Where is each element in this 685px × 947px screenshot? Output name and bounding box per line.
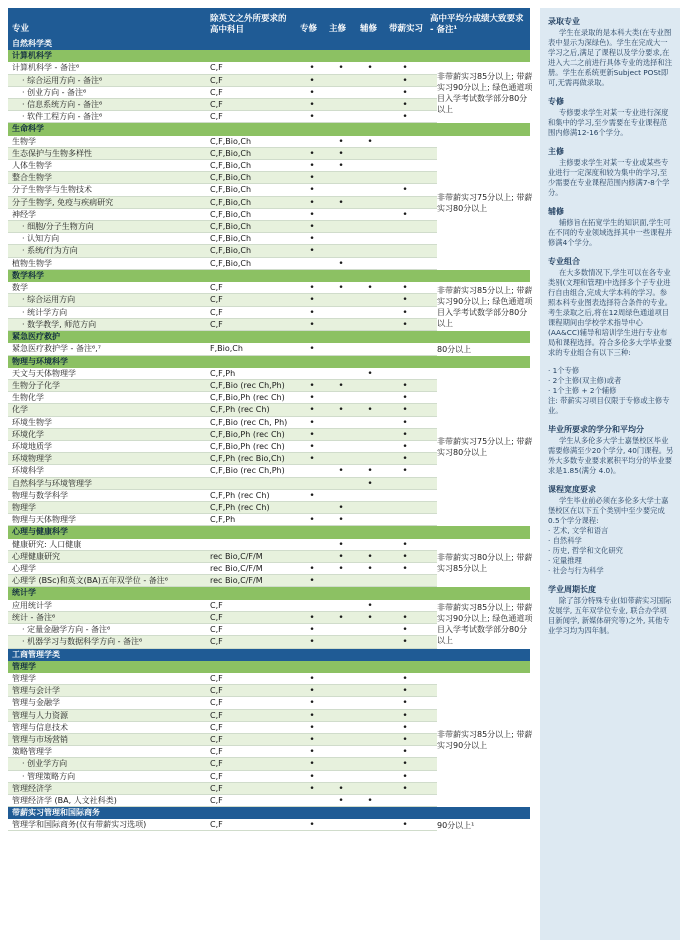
coop-mark: • [402, 442, 408, 453]
required-subjects: C,F [210, 820, 223, 830]
specialist-mark: • [309, 625, 315, 636]
program-name: 天文与天体物理学 [12, 368, 76, 378]
coop-mark: • [402, 319, 408, 330]
program-name: 策略管理学 [12, 747, 52, 757]
required-subjects: C,F [210, 686, 223, 696]
sidebar-paragraph: · 1个专修 · 2个主修(双主修)或者 · 1个主修 + 2个辅修 注: 带薪实习项目仅限于专修或主修专业。 [548, 366, 670, 415]
specialist-mark: • [309, 515, 315, 526]
major-mark: • [338, 502, 344, 513]
specialist-mark: • [309, 222, 315, 233]
minor-mark: • [367, 136, 373, 147]
minor-mark: • [367, 368, 373, 379]
coop-mark: • [402, 625, 408, 636]
specialist-mark: • [309, 454, 315, 465]
coop-mark: • [402, 185, 408, 196]
required-subjects: C,F,Bio (rec Ch,Ph) [210, 466, 285, 476]
program-name: 心理健康研究 [12, 551, 60, 561]
program-name: 神经学 [12, 209, 36, 219]
header-major-col: 主修 [329, 24, 347, 34]
major-mark: • [338, 466, 344, 477]
category-header [8, 587, 530, 599]
coop-mark: • [402, 63, 408, 74]
program-name: · 系统/行为方向 [22, 246, 78, 256]
program-name: 物理与数学科学 [12, 490, 68, 500]
sidebar-paragraph: 辅修旨在拓宽学生的知识面,学生可在不同的专业领域选择其中一些课程并修满4个学分。 [548, 218, 673, 247]
program-name: 管理与金融学 [12, 698, 60, 708]
specialist-mark: • [309, 783, 315, 794]
required-subjects: C,F,Bio,Ch [210, 185, 252, 195]
program-name: 计算机科学 - 备注⁶ [12, 63, 80, 73]
grade-note: 非带薪实习85分以上; 带薪实习90分以上; 绿色通道项目入学考试数学部分80分以上 [437, 62, 533, 123]
program-name: 环境生物学 [12, 417, 52, 427]
program-name: · 软件工程方向 - 备注⁶ [22, 112, 103, 122]
coop-mark: • [402, 734, 408, 745]
specialist-mark: • [309, 637, 315, 648]
specialist-mark: • [309, 234, 315, 245]
required-subjects: C,F [210, 795, 223, 805]
sidebar-heading: 主修 [548, 147, 564, 156]
coop-mark: • [402, 295, 408, 306]
specialist-mark: • [309, 722, 315, 733]
specialist-mark: • [309, 344, 315, 355]
program-name: · 综合运用方向 [22, 295, 76, 305]
specialist-mark: • [309, 75, 315, 86]
coop-mark: • [402, 99, 408, 110]
section-title: 自然科学类 [12, 39, 52, 48]
specialist-mark: • [309, 405, 315, 416]
specialist-mark: • [309, 63, 315, 74]
specialist-mark: • [309, 490, 315, 501]
specialist-mark: • [309, 87, 315, 98]
coop-mark: • [402, 710, 408, 721]
minor-mark: • [367, 613, 373, 624]
required-subjects: rec Bio,C/F/M [210, 564, 263, 574]
coop-mark: • [402, 722, 408, 733]
coop-mark: • [402, 564, 408, 575]
program-name: 心理学 (BSc)和英文(BA)五年双学位 - 备注⁶ [12, 576, 168, 586]
required-subjects: C,F [210, 759, 223, 769]
category-title: 管理学 [12, 661, 36, 671]
required-subjects: rec Bio,C/F/M [210, 576, 263, 586]
required-subjects: C,F,Bio,Ch [210, 246, 252, 256]
program-name: · 信息系统方向 - 备注⁶ [22, 99, 103, 109]
required-subjects: C,F [210, 674, 223, 683]
required-subjects: C,F,Bio (rec Ch, Ph) [210, 417, 288, 427]
specialist-mark: • [309, 820, 315, 831]
major-mark: • [338, 783, 344, 794]
major-mark: • [338, 63, 344, 74]
program-name: 分子生物学与生物技术 [12, 185, 92, 195]
major-mark: • [338, 148, 344, 159]
coop-mark: • [402, 466, 408, 477]
required-subjects: C,F [210, 75, 223, 85]
program-name: 化学 [12, 405, 28, 415]
major-mark: • [338, 258, 344, 269]
program-name: · 认知方向 [22, 234, 60, 244]
program-name: 应用统计学 [12, 600, 52, 610]
specialist-mark: • [309, 759, 315, 770]
program-name: 自然科学与环境管理学 [12, 478, 92, 488]
program-name: 植物生物学 [12, 258, 52, 268]
required-subjects: C,F [210, 747, 223, 757]
major-mark: • [338, 551, 344, 562]
specialist-mark: • [309, 148, 315, 159]
section-title: 带薪实习管理和国际商务 [12, 808, 100, 818]
category-title: 计算机科学 [12, 51, 52, 60]
required-subjects: C,F [210, 295, 223, 305]
specialist-mark: • [309, 295, 315, 306]
program-name: 健康研究: 人口健康 [12, 539, 82, 549]
required-subjects: C,F,Ph (rec Bio,Ch) [210, 454, 285, 464]
coop-mark: • [402, 87, 408, 98]
table-header [8, 8, 530, 38]
sidebar-paragraph: 学生毕业前必须在多伦多大学士嘉堡校区在以下五个类别中至少要完成0.5个学分课程: · 艺术, 文学和语言 · 自然科学 · 历史, 哲学和文化研究 · 定量推理 · 社会与行为科学 [548, 496, 669, 575]
program-name: 管理与会计学 [12, 686, 60, 696]
grade-note: 非带薪实习85分以上; 带薪实习90分以上; 绿色通道项目入学考试数学部分80分以上 [437, 600, 533, 649]
required-subjects: C,F [210, 99, 223, 109]
major-mark: • [338, 283, 344, 294]
info-sidebar [540, 8, 680, 940]
required-subjects: C,F,Bio,Ch [210, 222, 252, 232]
sidebar-heading: 课程宽度要求 [548, 485, 596, 494]
required-subjects: rec Bio,C/F/M [210, 551, 263, 561]
program-name: 物理学 [12, 502, 36, 512]
grade-note: 非带薪实习80分以上; 带薪实习85分以上 [437, 539, 533, 588]
coop-mark: • [402, 75, 408, 86]
required-subjects: C,F,Bio,Ph (rec Ch) [210, 393, 285, 403]
header-major: 专业 [12, 24, 30, 34]
major-mark: • [338, 795, 344, 806]
coop-mark: • [402, 674, 408, 684]
major-mark: • [338, 564, 344, 575]
required-subjects: C,F [210, 87, 223, 97]
grade-note: 非带薪实习85分以上; 带薪实习90分以上; 绿色通道项目入学考试数学部分80分以上 [437, 282, 533, 331]
major-mark: • [338, 161, 344, 172]
program-name: · 机器学习与数据科学方向 - 备注⁶ [22, 637, 143, 647]
minor-mark: • [367, 795, 373, 806]
category-header [8, 270, 530, 282]
major-mark: • [338, 197, 344, 208]
required-subjects: C,F [210, 112, 223, 122]
major-mark: • [338, 613, 344, 624]
program-name: 环境化学 [12, 429, 44, 439]
specialist-mark: • [309, 319, 315, 330]
required-subjects: C,F [210, 283, 223, 293]
specialist-mark: • [309, 161, 315, 172]
grade-note: 90分以上¹ [437, 819, 533, 831]
category-header [8, 661, 530, 673]
program-name: · 综合运用方向 - 备注⁶ [22, 75, 103, 85]
specialist-mark: • [309, 209, 315, 220]
required-subjects: C,F [210, 319, 223, 329]
required-subjects: C,F [210, 783, 223, 793]
program-name: 紧急医疗救护学 - 备注⁶,⁷ [12, 344, 101, 354]
coop-mark: • [402, 613, 408, 624]
grade-note: 非带薪实习75分以上; 带薪实习80分以上 [437, 136, 533, 270]
required-subjects: C,F,Bio,Ch [210, 258, 252, 268]
major-mark: • [338, 405, 344, 416]
header-specialist: 专修 [300, 24, 318, 34]
required-subjects: F,Bio,Ch [210, 344, 243, 354]
required-subjects: C,F [210, 637, 223, 647]
required-subjects: C,F [210, 625, 223, 635]
coop-mark: • [402, 429, 408, 440]
program-name: 管理经济学 (BA, 人文社科类) [12, 795, 117, 805]
coop-mark: • [402, 405, 408, 416]
program-name: 环境物理学 [12, 454, 52, 464]
sidebar-heading: 学业周期长度 [548, 585, 596, 594]
specialist-mark: • [309, 197, 315, 208]
section-header [8, 807, 530, 819]
section-header [8, 38, 530, 50]
specialist-mark: • [309, 429, 315, 440]
program-name: 物理与天体物理学 [12, 515, 76, 525]
program-name: · 创业方向 - 备注⁶ [22, 87, 87, 97]
program-name: 环境科学 [12, 466, 44, 476]
header-grade: 高中平均分成绩大致要求 - 备注¹ [430, 14, 524, 35]
sidebar-paragraph: 除了部分特殊专业(如带薪实习国际发展学, 五年双学位专业, 联合办学项目新闻学, 新媒体研究等)之外, 其他专业学习均为四年制。 [548, 596, 672, 635]
coop-mark: • [402, 209, 408, 220]
sidebar-heading: 专修 [548, 97, 564, 106]
section-header [8, 649, 530, 661]
category-header [8, 356, 530, 368]
category-title: 生命科学 [12, 124, 44, 134]
sidebar-paragraph: 主修要求学生对某一专业或某些专业进行一定深度和较为集中的学习,至少需要在专业课程范围内修满7-8个学分。 [548, 158, 670, 197]
specialist-mark: • [309, 747, 315, 758]
category-title: 物理与环境科学 [12, 356, 68, 366]
required-subjects: C,F [210, 698, 223, 708]
sidebar-paragraph: 在大多数情况下,学生可以在各专业类别(文理和管理)中选择多个子专业进行自由组合,完成大学本科的学习。参照本科专业图表选择符合条件的专业。考生录取之后,将在12周绿色通道项目课程期间由学校学术指导中心(AA&CC)辅导和培训学生进行专业布局和课程选择。符合多伦多大学毕业要求的专业组合有以下三种: [548, 268, 673, 357]
required-subjects: C,F,Bio,Ch [210, 209, 252, 219]
category-header [8, 526, 530, 538]
required-subjects: C,F,Bio,Ph (rec Ch) [210, 442, 285, 452]
required-subjects: C,F,Ph (rec Ch) [210, 502, 270, 512]
specialist-mark: • [309, 307, 315, 318]
minor-mark: • [367, 478, 373, 489]
coop-mark: • [402, 637, 408, 648]
specialist-mark: • [309, 393, 315, 404]
sidebar-paragraph: 学生在录取的是本科大类(在专业图表中显示为深绿色)。学生在完成大一学习之后,满足了课程以及学分要求,在进入大二之前进行具体专业的选择和注册。学生在系统更新Subject POSt即可,无需再做录取。 [548, 28, 673, 87]
program-name: · 创业学方向 [22, 759, 68, 769]
coop-mark: • [402, 381, 408, 392]
minor-mark: • [367, 283, 373, 294]
program-name: 人体生物学 [12, 161, 52, 171]
coop-mark: • [402, 686, 408, 697]
required-subjects: C,F,Ph (rec Ch) [210, 490, 270, 500]
specialist-mark: • [309, 698, 315, 709]
required-subjects: C,F,Bio,Ch [210, 197, 252, 207]
sidebar-heading: 录取专业 [548, 17, 580, 26]
specialist-mark: • [309, 112, 315, 123]
coop-mark: • [402, 759, 408, 770]
program-name: 管理与人力资源 [12, 710, 68, 720]
required-subjects: C,F,Bio,Ch [210, 136, 252, 146]
program-name: 管理与市场营销 [12, 734, 68, 744]
required-subjects: C,F,Bio,Ch [210, 161, 252, 171]
required-subjects: C,F [210, 307, 223, 317]
required-subjects: C,F [210, 613, 223, 623]
grade-note: 非带薪实习75分以上; 带薪实习80分以上 [437, 368, 533, 526]
coop-mark: • [402, 698, 408, 709]
specialist-mark: • [309, 246, 315, 257]
minor-mark: • [367, 466, 373, 477]
program-name: 管理经济学 [12, 783, 52, 793]
required-subjects: C,F [210, 771, 223, 781]
category-title: 心理与健康科学 [12, 527, 68, 537]
major-mark: • [338, 381, 344, 392]
major-mark: • [338, 539, 344, 550]
program-name: · 数学教学, 师范方向 [22, 319, 97, 329]
program-name: 管理与信息技术 [12, 722, 68, 732]
specialist-mark: • [309, 576, 315, 587]
required-subjects: C,F,Ph [210, 515, 236, 525]
coop-mark: • [402, 283, 408, 294]
program-table [8, 8, 533, 831]
grade-note: 非带薪实习85分以上; 带薪实习90分以上 [437, 673, 533, 807]
specialist-mark: • [309, 99, 315, 110]
coop-mark: • [402, 112, 408, 123]
category-header [8, 331, 530, 343]
coop-mark: • [402, 747, 408, 758]
sidebar-heading: 辅修 [548, 207, 564, 216]
specialist-mark: • [309, 417, 315, 428]
sidebar-heading: 毕业所要求的学分和平均分 [548, 425, 644, 434]
specialist-mark: • [309, 674, 315, 684]
required-subjects: C,F,Bio (rec Ch,Ph) [210, 381, 285, 391]
program-name: 管理学 [12, 674, 36, 683]
major-mark: • [338, 515, 344, 526]
minor-mark: • [367, 405, 373, 416]
header-coop: 带薪实习 [389, 24, 424, 34]
minor-mark: • [367, 564, 373, 575]
required-subjects: C,F,Bio,Ch [210, 173, 252, 183]
specialist-mark: • [309, 734, 315, 745]
required-subjects: C,F,Ph (rec Ch) [210, 405, 270, 415]
specialist-mark: • [309, 185, 315, 196]
specialist-mark: • [309, 283, 315, 294]
minor-mark: • [367, 551, 373, 562]
required-subjects: C,F [210, 734, 223, 744]
category-header [8, 50, 530, 62]
program-name: 管理学和国际商务(仅有带薪实习选项) [12, 820, 147, 830]
coop-mark: • [402, 417, 408, 428]
program-name: · 细胞/分子生物方向 [22, 222, 94, 232]
grade-note: 80分以上 [437, 343, 533, 355]
specialist-mark: • [309, 381, 315, 392]
program-name: 分子生物学, 免疫与疾病研究 [12, 197, 114, 207]
program-name: 生物化学 [12, 393, 44, 403]
specialist-mark: • [309, 686, 315, 697]
program-name: 生态保护与生物多样性 [12, 148, 92, 158]
minor-mark: • [367, 63, 373, 74]
required-subjects: C,F [210, 600, 223, 610]
required-subjects: C,F,Ph [210, 368, 236, 378]
specialist-mark: • [309, 771, 315, 782]
coop-mark: • [402, 783, 408, 794]
program-name: · 定量金融学方向 - 备注⁶ [22, 625, 111, 635]
specialist-mark: • [309, 710, 315, 721]
coop-mark: • [402, 539, 408, 550]
category-header [8, 123, 530, 135]
required-subjects: C,F [210, 63, 223, 73]
header-minor: 辅修 [360, 24, 378, 34]
program-name: 统计 - 备注⁶ [12, 613, 56, 623]
specialist-mark: • [309, 613, 315, 624]
program-name: 整合生物学 [12, 173, 52, 183]
specialist-mark: • [309, 564, 315, 575]
coop-mark: • [402, 307, 408, 318]
major-mark: • [338, 136, 344, 147]
program-name: 环境地质学 [12, 442, 52, 452]
program-name: 数学 [12, 283, 28, 293]
program-name: 心理学 [12, 564, 36, 574]
program-name: · 统计学方向 [22, 307, 68, 317]
coop-mark: • [402, 454, 408, 465]
category-title: 数学科学 [12, 270, 44, 280]
program-name: 生物分子化学 [12, 381, 60, 391]
sidebar-paragraph: 学生从多伦多大学士嘉堡校区毕业需要修满至少20个学分, 40门课程。另外大多数专业要求累积平均分的毕业要求是1.85(满分 4.0)。 [548, 436, 674, 475]
sidebar-paragraph: 专修要求学生对某一专业进行深度和集中的学习,至少需要在专业课程范围内修满12-16个学分。 [548, 108, 669, 137]
coop-mark: • [402, 771, 408, 782]
coop-mark: • [402, 820, 408, 831]
specialist-mark: • [309, 173, 315, 184]
coop-mark: • [402, 551, 408, 562]
category-title: 统计学 [12, 588, 36, 598]
program-name: 生物学 [12, 136, 36, 146]
required-subjects: C,F,Bio,Ch [210, 234, 252, 244]
section-title: 工商管理学类 [12, 649, 60, 659]
required-subjects: C,F [210, 710, 223, 720]
coop-mark: • [402, 393, 408, 404]
specialist-mark: • [309, 442, 315, 453]
program-name: · 管理策略方向 [22, 771, 76, 781]
minor-mark: • [367, 600, 373, 611]
required-subjects: C,F [210, 722, 223, 732]
required-subjects: C,F,Bio,Ch [210, 148, 252, 158]
header-requirements: 除英文之外所要求的高中科目 [210, 14, 287, 35]
category-title: 紧急医疗救护 [12, 331, 60, 341]
sidebar-heading: 专业组合 [548, 257, 580, 266]
required-subjects: C,F,Bio,Ph (rec Ch) [210, 429, 285, 439]
